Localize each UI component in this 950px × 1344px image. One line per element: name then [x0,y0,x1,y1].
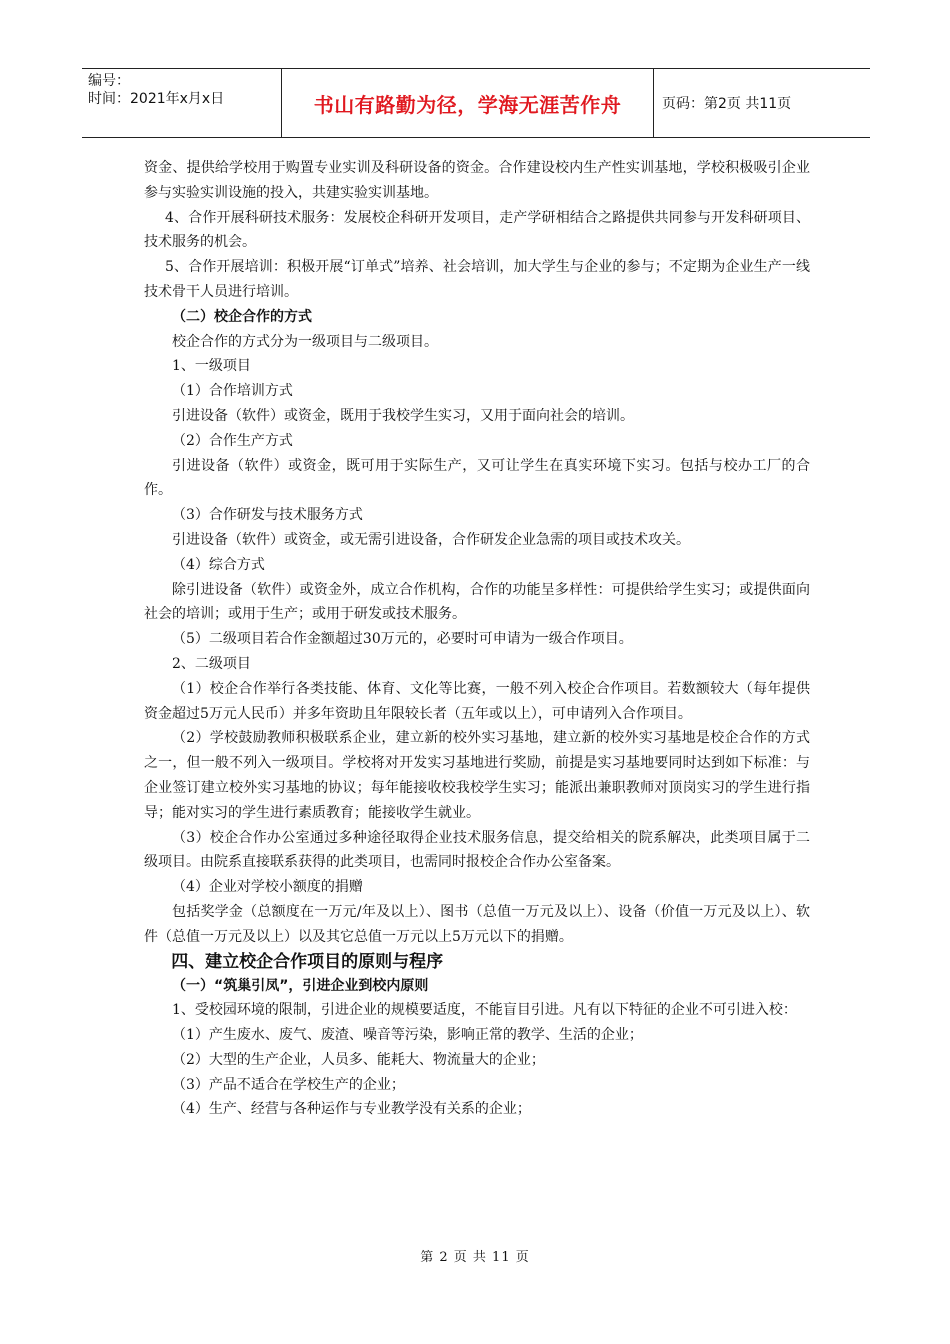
list-item: （2）学校鼓励教师积极联系企业，建立新的校外实习基地，建立新的校外实习基地是校企合作的方式之一，但一般不列入一级项目。学校将对开发实习基地进行奖励，前提是实习基地要同时达到如下标准：与企业签订建立校外实习基地的协议；每年能接收校我校学生实习；能派出兼职教师对顶岗实习的学生进行指导；能对实习的学生进行素质教育；能接收学生就业。 [144,730,810,821]
list-item: （4）生产、经营与各种运作与专业教学没有关系的企业； [172,1101,531,1118]
paragraph: 引进设备（软件）或资金，既可用于实际生产，又可让学生在真实环境下实习。包括与校办工厂的合作。 [144,457,810,499]
list-item: （1）产生废水、废气、废渣、噪音等污染，影响正常的教学、生活的企业； [172,1027,643,1044]
page-footer: 第 2 页 共 11 页 [420,1250,530,1265]
list-item: （3）校企合作办公室通过多种途径取得企业技术服务信息，提交给相关的院系解决，此类项目属于二级项目。由院系直接联系获得的此类项目，也需同时报校企合作办公室备案。 [144,829,810,871]
paragraph: 校企合作的方式分为一级项目与二级项目。 [172,333,438,350]
list-item: （1）校企合作举行各类技能、体育、文化等比赛，一般不列入校企合作项目。若数额较大（每年提供资金超过5万元人民币）并多年资助且年限较长者（五年或以上），可申请列入合作项目。 [144,680,810,722]
document-number-label: 编号： [88,73,130,89]
section-subheading: （一）“筑巢引凤”，引进企业到校内原则 [172,977,429,994]
page-header [82,68,870,138]
header-page-info: 页码：第2页 共11页 [662,96,792,112]
section-subheading: （二）校企合作的方式 [172,308,312,325]
list-item: （3）合作研发与技术服务方式 [172,507,363,524]
paragraph: 4、合作开展科研技术服务：发展校企科研开发项目，走产学研相结合之路提供共同参与开发科研项目、技术服务的机会。 [144,209,810,251]
paragraph: 资金、提供给学校用于购置专业实训及科研设备的资金。合作建设校内生产性实训基地，学校积极吸引企业参与实验实训设施的投入，共建实验实训基地。 [144,160,810,201]
list-item: （2）合作生产方式 [172,432,293,449]
paragraph: 除引进设备（软件）或资金外，成立合作机构，合作的功能呈多样性：可提供给学生实习；或提供面向社会的培训；或用于生产；或用于研发或技术服务。 [144,581,810,623]
document-date: 时间：2021年x月x日 [88,91,225,107]
list-item: （3）产品不适合在学校生产的企业； [172,1076,405,1093]
paragraph: 引进设备（软件）或资金，既用于我校学生实习，又用于面向社会的培训。 [172,407,634,424]
list-item: （1）合作培训方式 [172,383,293,400]
list-heading: 2、二级项目 [172,655,251,672]
section-heading: 四、建立校企合作项目的原则与程序 [171,951,444,972]
header-meta [82,69,282,137]
paragraph: 引进设备（软件）或资金，或无需引进设备，合作研发企业急需的项目或技术攻关。 [172,531,690,548]
header-motto: 书山有路勤为径，学海无涯苦作舟 [282,69,654,137]
document-body [144,156,810,1122]
list-heading: 1、一级项目 [172,358,251,375]
paragraph: 包括奖学金（总额度在一万元/年及以上）、图书（总值一万元及以上）、设备（价值一万元及以上）、软件（总值一万元及以上）以及其它总值一万元以上5万元以下的捐赠。 [144,903,810,945]
list-item: （2）大型的生产企业，人员多、能耗大、物流量大的企业； [172,1051,545,1068]
list-item: （4）综合方式 [172,556,265,573]
list-item: （5）二级项目若合作金额超过30万元的，必要时可申请为一级合作项目。 [172,631,633,648]
list-item: （4）企业对学校小额度的捐赠 [172,879,363,896]
paragraph: 5、合作开展培训：积极开展“订单式”培养、社会培训，加大学生与企业的参与；不定期为企业生产一线技术骨干人员进行培训。 [144,259,810,300]
paragraph: 1、受校园环境的限制，引进企业的规模要适度，不能盲目引进。凡有以下特征的企业不可引进入校： [172,1002,797,1019]
